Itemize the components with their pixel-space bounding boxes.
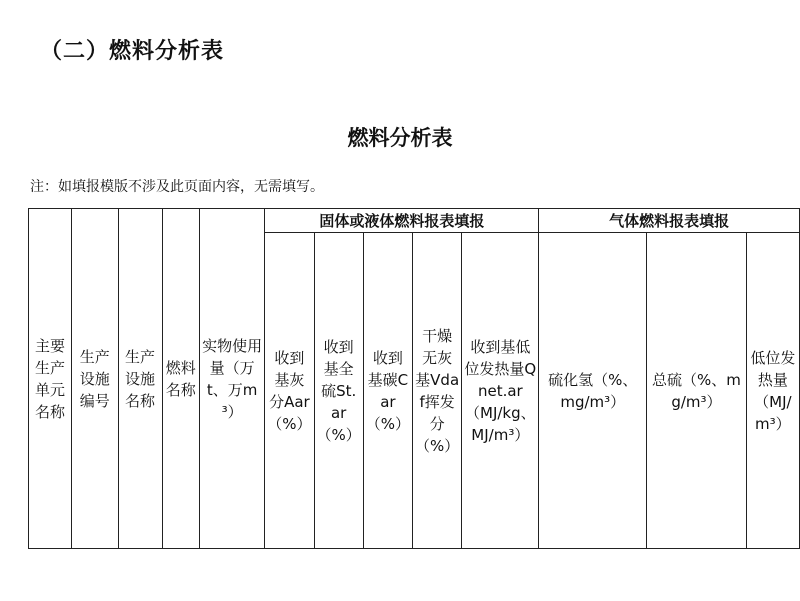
header-net-calorific-qnet: 收到基低位发热量Qnet.ar（MJ/kg、MJ/m³） — [462, 233, 539, 549]
header-total-sulfur-gas: 总硫（%、mg/m³） — [647, 233, 747, 549]
header-total-sulfur-star: 收到基全硫St.ar（%） — [314, 233, 363, 549]
table-title: 燃料分析表 — [347, 126, 453, 150]
header-group-gas: 气体燃料报表填报 — [539, 209, 800, 233]
note-text: 注：如填报模版不涉及此页面内容，无需填写。 — [30, 179, 324, 195]
header-facility-id: 生产设施编号 — [71, 209, 118, 549]
header-volatile-vdaf: 干燥无灰基Vdaf挥发分（%） — [413, 233, 462, 549]
header-ash-aar: 收到基灰分Aar（%） — [265, 233, 314, 549]
header-usage-amount: 实物使用量（万t、万m³） — [199, 209, 264, 549]
header-group-solid-liquid: 固体或液体燃料报表填报 — [265, 209, 539, 233]
header-carbon-car: 收到基碳Car（%） — [363, 233, 412, 549]
fuel-analysis-table — [28, 208, 800, 549]
section-heading: （二）燃料分析表 — [40, 39, 225, 64]
header-low-calorific-gas: 低位发热量（MJ/m³） — [746, 233, 799, 549]
header-hydrogen-sulfide: 硫化氢（%、mg/m³） — [539, 233, 647, 549]
header-facility-name: 生产设施名称 — [118, 209, 162, 549]
header-main-unit-name: 主要生产单元名称 — [29, 209, 72, 549]
header-fuel-name: 燃料名称 — [162, 209, 199, 549]
fuel-analysis-table-wrapper — [28, 208, 800, 549]
